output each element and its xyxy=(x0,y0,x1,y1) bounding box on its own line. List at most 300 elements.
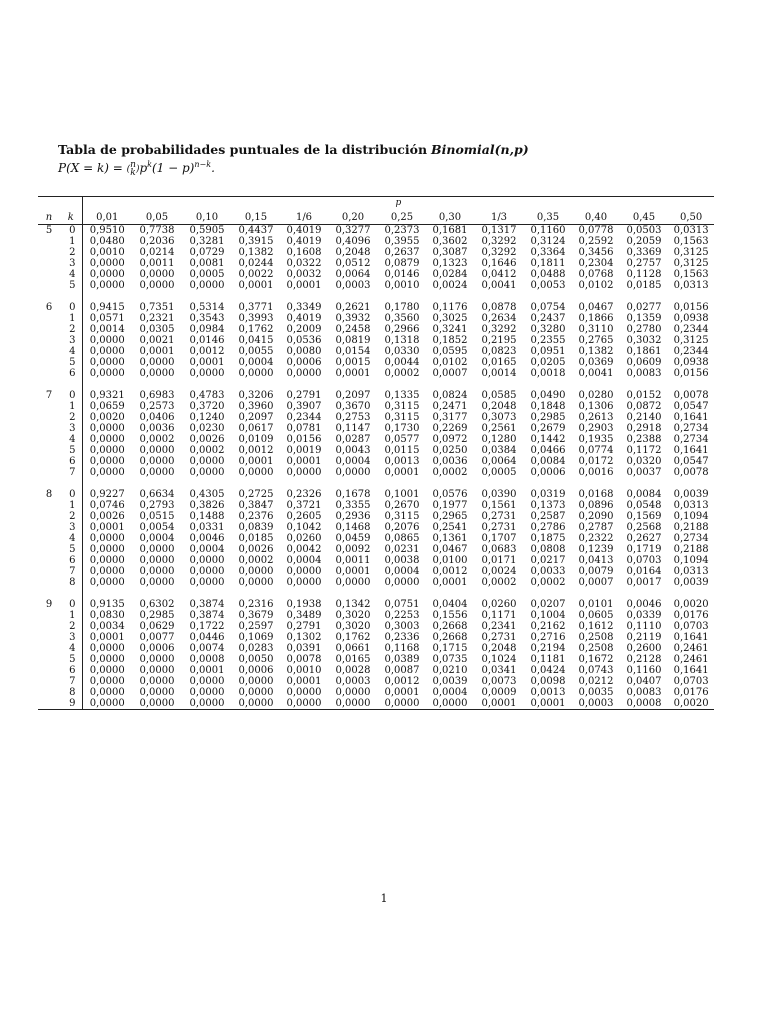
probability-cell: 0,2076 xyxy=(384,522,420,533)
table-row xyxy=(38,236,714,247)
n-cell xyxy=(38,434,60,445)
binomial-table xyxy=(38,196,714,710)
probability-cell: 0,1719 xyxy=(626,544,662,555)
probability-cell: 0,0001 xyxy=(238,456,274,467)
probability-cell: 0,2765 xyxy=(578,335,614,346)
probability-cell: 0,0260 xyxy=(481,599,517,610)
probability-cell: 0,0205 xyxy=(530,357,566,368)
probability-cell: 0,1342 xyxy=(335,599,371,610)
n-cell: 7 xyxy=(45,390,53,401)
k-cell: 6 xyxy=(60,555,82,566)
table-row xyxy=(38,247,714,258)
probability-cell: 0,3115 xyxy=(384,412,420,423)
probability-cell: 0,0000 xyxy=(89,533,125,544)
probability-cell: 0,1382 xyxy=(578,346,614,357)
n-cell xyxy=(38,423,60,434)
n-cell xyxy=(38,324,60,335)
probability-cell: 0,0819 xyxy=(335,335,371,346)
probability-cell: 0,0013 xyxy=(384,456,420,467)
n-cell xyxy=(38,533,60,544)
probability-cell: 0,0446 xyxy=(189,632,225,643)
n-cell: 6 xyxy=(45,302,53,313)
probability-cell: 0,0000 xyxy=(139,280,175,291)
probability-cell: 0,0000 xyxy=(89,654,125,665)
probability-cell: 0,0703 xyxy=(673,676,709,687)
k-cell: 1 xyxy=(60,313,82,324)
probability-cell: 0,2322 xyxy=(578,533,614,544)
table-row xyxy=(38,500,714,511)
probability-cell: 0,0102 xyxy=(432,357,468,368)
probability-cell: 0,2903 xyxy=(578,423,614,434)
probability-cell: 0,0042 xyxy=(286,544,322,555)
probability-cell: 0,0038 xyxy=(384,555,420,566)
probability-cell: 0,0609 xyxy=(626,357,662,368)
k-cell: 7 xyxy=(60,467,82,478)
probability-cell: 0,3020 xyxy=(335,621,371,632)
probability-cell: 0,0341 xyxy=(481,665,517,676)
probability-cell: 0,0313 xyxy=(673,280,709,291)
probability-cell: 0,0000 xyxy=(286,368,322,379)
probability-cell: 0,0064 xyxy=(335,269,371,280)
probability-cell: 0,0000 xyxy=(139,269,175,280)
probability-cell: 0,0092 xyxy=(335,544,371,555)
table-row xyxy=(38,423,714,434)
probability-cell: 0,0000 xyxy=(280,698,328,710)
probability-cell: 0,0001 xyxy=(335,566,371,577)
table-row xyxy=(38,676,714,687)
table-row xyxy=(38,225,714,237)
probability-cell: 0,0046 xyxy=(626,599,662,610)
probability-cell: 0,0746 xyxy=(89,500,125,511)
probability-cell: 0,0002 xyxy=(530,577,566,588)
n-cell xyxy=(38,445,60,456)
probability-cell: 0,2162 xyxy=(530,621,566,632)
probability-cell: 0,0000 xyxy=(139,577,175,588)
k-cell: 9 xyxy=(60,698,82,710)
probability-cell: 0,0013 xyxy=(530,687,566,698)
probability-cell: 0,0503 xyxy=(626,225,662,236)
probability-cell: 0,0000 xyxy=(189,467,225,478)
probability-cell: 0,1382 xyxy=(238,247,274,258)
k-cell: 0 xyxy=(60,225,82,237)
probability-cell: 0,0320 xyxy=(626,456,662,467)
probability-cell: 0,0017 xyxy=(626,577,662,588)
probability-cell: 0,0000 xyxy=(139,357,175,368)
probability-cell: 0,2985 xyxy=(530,412,566,423)
probability-cell: 0,0000 xyxy=(378,698,426,710)
probability-cell: 0,0605 xyxy=(578,610,614,621)
probability-cell: 0,0415 xyxy=(238,335,274,346)
probability-cell: 0,0000 xyxy=(286,577,322,588)
probability-cell: 0,0512 xyxy=(335,258,371,269)
probability-cell: 0,4019 xyxy=(286,313,322,324)
k-cell: 0 xyxy=(60,302,82,313)
probability-cell: 0,2670 xyxy=(384,500,420,511)
probability-cell: 0,1160 xyxy=(530,225,566,236)
probability-cell: 0,0078 xyxy=(286,654,322,665)
probability-cell: 0,0084 xyxy=(530,456,566,467)
probability-cell: 0,0024 xyxy=(432,280,468,291)
probability-cell: 0,0028 xyxy=(335,665,371,676)
probability-cell: 0,0008 xyxy=(189,654,225,665)
probability-cell: 0,1811 xyxy=(530,258,566,269)
probability-cell: 0,0000 xyxy=(139,445,175,456)
probability-cell: 0,0000 xyxy=(89,269,125,280)
probability-cell: 0,0466 xyxy=(530,445,566,456)
probability-cell: 0,3993 xyxy=(238,313,274,324)
probability-cell: 0,0000 xyxy=(89,643,125,654)
probability-cell: 0,0729 xyxy=(189,247,225,258)
probability-cell: 0,0078 xyxy=(673,467,709,478)
probability-cell: 0,3670 xyxy=(335,401,371,412)
probability-cell: 0,0026 xyxy=(189,434,225,445)
probability-cell: 0,0000 xyxy=(89,566,125,577)
probability-cell: 0,0515 xyxy=(139,511,175,522)
exponent-n-minus-k: n−k xyxy=(194,160,212,169)
k-cell: 5 xyxy=(60,357,82,368)
probability-cell: 0,0115 xyxy=(384,445,420,456)
probability-cell: 0,0000 xyxy=(139,467,175,478)
probability-cell: 0,2668 xyxy=(432,621,468,632)
probability-cell: 0,0101 xyxy=(578,599,614,610)
probability-cell: 0,0109 xyxy=(238,434,274,445)
probability-cell: 0,0277 xyxy=(626,302,662,313)
probability-cell: 0,3292 xyxy=(481,324,517,335)
table-row xyxy=(38,280,714,291)
probability-cell: 0,3206 xyxy=(238,390,274,401)
probability-cell: 0,0171 xyxy=(481,555,517,566)
probability-cell: 0,0330 xyxy=(384,346,420,357)
probability-cell: 0,0000 xyxy=(238,467,274,478)
n-cell xyxy=(38,467,60,478)
n-cell xyxy=(38,544,60,555)
probability-cell: 0,1488 xyxy=(189,511,225,522)
probability-cell: 0,3771 xyxy=(238,302,274,313)
probability-cell: 0,3073 xyxy=(481,412,517,423)
table-row xyxy=(38,346,714,357)
probability-cell: 0,1024 xyxy=(481,654,517,665)
probability-cell: 0,0585 xyxy=(481,390,517,401)
k-cell: 2 xyxy=(60,247,82,258)
table-row xyxy=(38,632,714,643)
probability-cell: 0,0050 xyxy=(238,654,274,665)
probability-cell: 0,0000 xyxy=(89,467,125,478)
probability-cell: 0,3543 xyxy=(189,313,225,324)
probability-cell: 0,0002 xyxy=(238,555,274,566)
probability-cell: 0,0865 xyxy=(384,533,420,544)
probability-cell: 0,0404 xyxy=(432,599,468,610)
p-value-header: 0,20 xyxy=(328,209,378,225)
probability-cell: 0,0000 xyxy=(238,676,274,687)
probability-cell: 0,9321 xyxy=(89,390,125,401)
table-body xyxy=(38,225,714,710)
probability-cell: 0,0165 xyxy=(335,654,371,665)
probability-cell: 0,0000 xyxy=(89,555,125,566)
n-cell xyxy=(38,335,60,346)
probability-cell: 0,3826 xyxy=(189,500,225,511)
k-cell: 2 xyxy=(60,511,82,522)
k-cell: 3 xyxy=(60,522,82,533)
probability-cell: 0,2734 xyxy=(673,423,709,434)
probability-cell: 0,1302 xyxy=(286,632,322,643)
probability-cell: 0,0000 xyxy=(139,676,175,687)
probability-cell: 0,0735 xyxy=(432,654,468,665)
binom-bottom: k xyxy=(130,167,136,178)
probability-cell: 0,0287 xyxy=(335,434,371,445)
probability-cell: 0,3364 xyxy=(530,247,566,258)
probability-cell: 0,3489 xyxy=(286,610,322,621)
probability-cell: 0,2321 xyxy=(139,313,175,324)
probability-cell: 0,0536 xyxy=(286,335,322,346)
probability-cell: 0,0207 xyxy=(530,599,566,610)
title-distribution: Binomial(n,p) xyxy=(431,142,529,157)
probability-cell: 0,0041 xyxy=(481,280,517,291)
probability-cell: 0,0018 xyxy=(530,368,566,379)
probability-cell: 0,0012 xyxy=(238,445,274,456)
n-cell xyxy=(38,676,60,687)
probability-cell: 0,2461 xyxy=(673,654,709,665)
page-number: 1 xyxy=(380,892,388,905)
probability-cell: 0,0084 xyxy=(626,489,662,500)
probability-cell: 0,2388 xyxy=(626,434,662,445)
probability-cell: 0,1168 xyxy=(384,643,420,654)
probability-cell: 0,0156 xyxy=(673,302,709,313)
probability-cell: 0,0026 xyxy=(89,511,125,522)
probability-cell: 0,2597 xyxy=(238,621,274,632)
probability-cell: 0,1094 xyxy=(673,511,709,522)
probability-cell: 0,6983 xyxy=(139,390,175,401)
probability-cell: 0,3915 xyxy=(238,236,274,247)
header-row xyxy=(38,209,714,225)
probability-cell: 0,0459 xyxy=(335,533,371,544)
probability-cell: 0,0081 xyxy=(189,258,225,269)
p-value-header: 0,45 xyxy=(620,209,668,225)
probability-cell: 0,3292 xyxy=(481,247,517,258)
probability-cell: 0,0339 xyxy=(626,610,662,621)
probability-cell: 0,1938 xyxy=(286,599,322,610)
table-row xyxy=(38,357,714,368)
probability-cell: 0,0878 xyxy=(481,302,517,313)
probability-cell: 0,3241 xyxy=(432,324,468,335)
probability-cell: 0,2326 xyxy=(286,489,322,500)
probability-cell: 0,1722 xyxy=(189,621,225,632)
probability-cell: 0,0036 xyxy=(139,423,175,434)
p-label: p xyxy=(82,197,714,210)
probability-cell: 0,1563 xyxy=(673,269,709,280)
probability-cell: 0,0176 xyxy=(673,610,709,621)
probability-cell: 0,0000 xyxy=(82,698,132,710)
probability-cell: 0,0001 xyxy=(474,698,524,710)
probability-cell: 0,3277 xyxy=(335,225,371,236)
probability-cell: 0,0000 xyxy=(139,544,175,555)
formula-lhs: P(X = k) = xyxy=(58,161,127,175)
probability-cell: 0,2097 xyxy=(335,390,371,401)
probability-cell: 0,3349 xyxy=(286,302,322,313)
probability-cell: 0,0467 xyxy=(432,544,468,555)
probability-cell: 0,0000 xyxy=(89,665,125,676)
probability-cell: 0,2304 xyxy=(578,258,614,269)
probability-cell: 0,3847 xyxy=(238,500,274,511)
probability-cell: 0,0000 xyxy=(335,577,371,588)
k-cell: 3 xyxy=(60,423,82,434)
probability-cell: 0,0014 xyxy=(481,368,517,379)
probability-cell: 0,1866 xyxy=(578,313,614,324)
table-row xyxy=(38,687,714,698)
probability-cell: 0,0041 xyxy=(578,368,614,379)
probability-cell: 0,0548 xyxy=(626,500,662,511)
probability-cell: 0,0577 xyxy=(384,434,420,445)
probability-cell: 0,2985 xyxy=(139,610,175,621)
probability-cell: 0,0032 xyxy=(286,269,322,280)
table-row xyxy=(38,258,714,269)
probability-cell: 0,2731 xyxy=(481,632,517,643)
n-cell xyxy=(38,269,60,280)
probability-cell: 0,1563 xyxy=(673,236,709,247)
probability-cell: 0,3720 xyxy=(189,401,225,412)
probability-cell: 0,0165 xyxy=(481,357,517,368)
probability-cell: 0,1762 xyxy=(335,632,371,643)
k-cell: 1 xyxy=(60,236,82,247)
group-spacer xyxy=(38,291,714,302)
probability-cell: 0,0001 xyxy=(384,467,420,478)
probability-cell: 0,0000 xyxy=(89,577,125,588)
k-cell: 5 xyxy=(60,280,82,291)
probability-cell: 0,0021 xyxy=(139,335,175,346)
n-cell xyxy=(38,566,60,577)
probability-cell: 0,0230 xyxy=(189,423,225,434)
probability-formula xyxy=(58,157,529,177)
p-value-header: 0,30 xyxy=(426,209,474,225)
probability-cell: 0,2793 xyxy=(139,500,175,511)
probability-cell: 0,2048 xyxy=(335,247,371,258)
table-row xyxy=(38,643,714,654)
probability-cell: 0,7738 xyxy=(139,225,175,236)
probability-cell: 0,0004 xyxy=(432,687,468,698)
probability-cell: 0,0000 xyxy=(335,687,371,698)
p-label-row xyxy=(38,197,714,210)
table-row xyxy=(38,434,714,445)
probability-cell: 0,0214 xyxy=(139,247,175,258)
probability-cell: 0,1678 xyxy=(335,489,371,500)
probability-cell: 0,0000 xyxy=(286,566,322,577)
probability-cell: 0,0488 xyxy=(530,269,566,280)
probability-cell: 0,0168 xyxy=(578,489,614,500)
probability-cell: 0,2188 xyxy=(673,522,709,533)
probability-cell: 0,0156 xyxy=(673,368,709,379)
n-cell xyxy=(38,258,60,269)
probability-cell: 0,0000 xyxy=(139,368,175,379)
probability-cell: 0,2508 xyxy=(578,643,614,654)
probability-cell: 0,0000 xyxy=(89,687,125,698)
p-value-header: 0,50 xyxy=(668,209,714,225)
probability-cell: 0,1861 xyxy=(626,346,662,357)
probability-cell: 0,0064 xyxy=(481,456,517,467)
probability-cell: 0,0005 xyxy=(481,467,517,478)
probability-cell: 0,0000 xyxy=(139,555,175,566)
probability-cell: 0,2188 xyxy=(673,544,709,555)
probability-cell: 0,2679 xyxy=(530,423,566,434)
table-row xyxy=(38,522,714,533)
probability-cell: 0,0006 xyxy=(286,357,322,368)
probability-cell: 0,2269 xyxy=(432,423,468,434)
probability-cell: 0,2613 xyxy=(578,412,614,423)
k-cell: 6 xyxy=(60,456,82,467)
probability-cell: 0,0012 xyxy=(432,566,468,577)
n-cell xyxy=(38,357,60,368)
probability-cell: 0,0830 xyxy=(89,610,125,621)
probability-cell: 0,3355 xyxy=(335,500,371,511)
probability-cell: 0,0000 xyxy=(232,698,280,710)
probability-cell: 0,0839 xyxy=(238,522,274,533)
table-row xyxy=(38,467,714,478)
probability-cell: 0,0000 xyxy=(189,687,225,698)
table-row xyxy=(38,511,714,522)
probability-cell: 0,3874 xyxy=(189,610,225,621)
probability-cell: 0,0001 xyxy=(238,280,274,291)
probability-cell: 0,0020 xyxy=(673,599,709,610)
p-value-header: 0,25 xyxy=(378,209,426,225)
probability-cell: 0,0000 xyxy=(238,687,274,698)
group-spacer xyxy=(38,588,714,599)
probability-cell: 0,0044 xyxy=(384,357,420,368)
probability-cell: 0,2195 xyxy=(481,335,517,346)
title-text: Tabla de probabilidades puntuales de la distribución xyxy=(58,142,428,157)
probability-cell: 0,2344 xyxy=(673,324,709,335)
probability-cell: 0,1239 xyxy=(578,544,614,555)
probability-cell: 0,0001 xyxy=(432,577,468,588)
probability-cell: 0,1641 xyxy=(673,665,709,676)
p-value-header: 0,35 xyxy=(524,209,572,225)
p-value-header: 0,10 xyxy=(182,209,232,225)
probability-cell: 0,6302 xyxy=(139,599,175,610)
probability-cell: 0,0007 xyxy=(578,577,614,588)
k-cell: 2 xyxy=(60,324,82,335)
probability-cell: 0,9415 xyxy=(89,302,125,313)
probability-cell: 0,3177 xyxy=(432,412,468,423)
probability-cell: 0,2048 xyxy=(481,401,517,412)
n-cell xyxy=(38,621,60,632)
probability-cell: 0,0217 xyxy=(530,555,566,566)
probability-cell: 0,0774 xyxy=(578,445,614,456)
probability-cell: 0,1848 xyxy=(530,401,566,412)
probability-cell: 0,0283 xyxy=(238,643,274,654)
probability-cell: 0,0703 xyxy=(673,621,709,632)
probability-cell: 0,0000 xyxy=(89,456,125,467)
probability-cell: 0,0001 xyxy=(189,665,225,676)
probability-cell: 0,0260 xyxy=(286,533,322,544)
k-cell: 3 xyxy=(60,632,82,643)
probability-cell: 0,0000 xyxy=(189,577,225,588)
k-cell: 7 xyxy=(60,566,82,577)
probability-cell: 0,0100 xyxy=(432,555,468,566)
probability-cell: 0,2731 xyxy=(481,511,517,522)
binom-top: n xyxy=(130,159,136,170)
probability-cell: 0,0001 xyxy=(335,368,371,379)
probability-cell: 0,2508 xyxy=(578,632,614,643)
probability-cell: 0,1172 xyxy=(626,445,662,456)
table-row xyxy=(38,390,714,401)
probability-cell: 0,1977 xyxy=(432,500,468,511)
table-row xyxy=(38,313,714,324)
probability-cell: 0,0000 xyxy=(139,566,175,577)
probability-cell: 0,5905 xyxy=(189,225,225,236)
n-cell xyxy=(38,511,60,522)
probability-cell: 0,0000 xyxy=(328,698,378,710)
probability-cell: 0,2355 xyxy=(530,335,566,346)
probability-cell: 0,4019 xyxy=(286,225,322,236)
group-spacer xyxy=(38,379,714,390)
probability-cell: 0,3280 xyxy=(530,324,566,335)
